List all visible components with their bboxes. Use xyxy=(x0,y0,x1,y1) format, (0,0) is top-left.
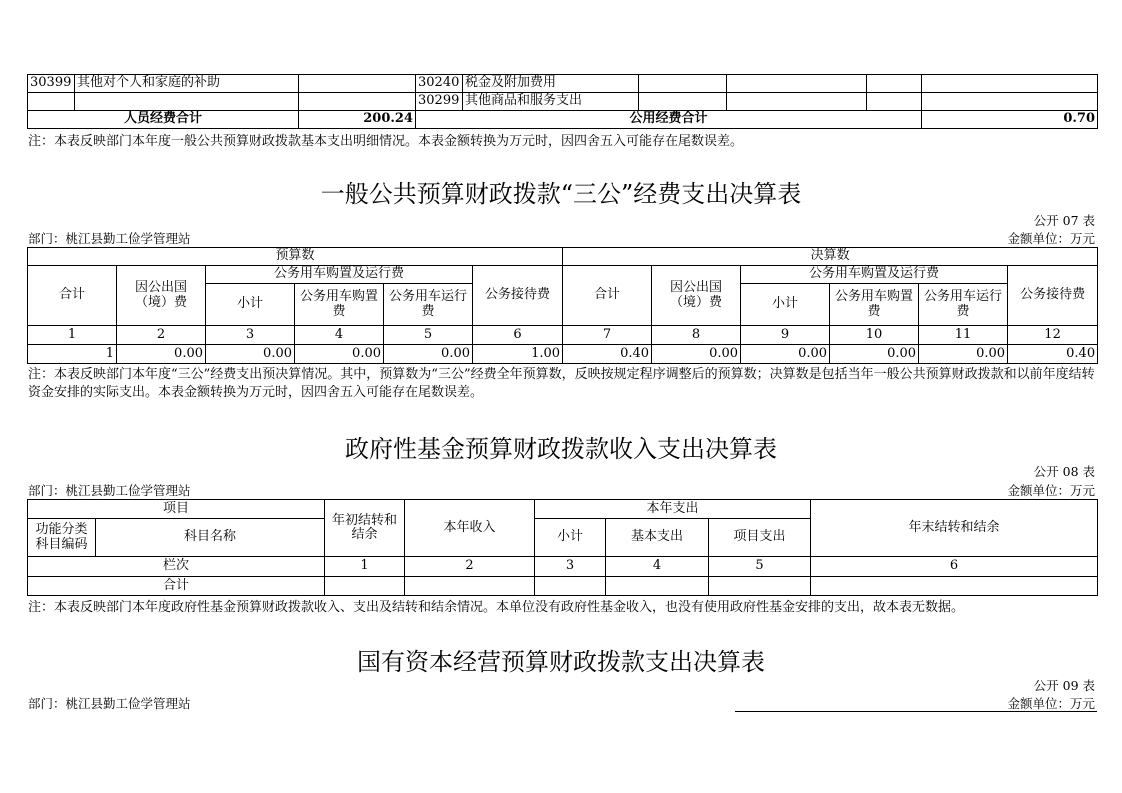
basic-expense-header: 基本支出 xyxy=(606,519,709,557)
total-header: 合计 xyxy=(28,266,117,326)
value-cell xyxy=(535,577,606,596)
public-total-value: 0.70 xyxy=(922,111,1098,129)
column-number-row xyxy=(28,326,1098,345)
column-number: 5 xyxy=(709,557,811,577)
column-number: 10 xyxy=(830,326,919,345)
subtotal-header: 小计 xyxy=(741,284,830,326)
value-cell: 0.00 xyxy=(741,345,830,364)
column-number: 3 xyxy=(535,557,606,577)
table-cell xyxy=(75,93,299,111)
table-cell xyxy=(867,93,922,111)
public-total-label: 公用经费合计 xyxy=(416,111,922,129)
gov-fund-table xyxy=(27,499,1098,596)
table-cell xyxy=(299,75,416,93)
column-number: 2 xyxy=(405,557,535,577)
table-cell xyxy=(922,93,1098,111)
column-number-row xyxy=(28,557,1098,577)
value-cell xyxy=(405,577,535,596)
t07-title: 一般公共预算财政拨款“三公”经费支出决算表 xyxy=(320,180,802,208)
header-row xyxy=(28,248,1098,266)
column-number: 6 xyxy=(473,326,563,345)
table-cell: 30240 xyxy=(416,75,463,93)
value-cell: 0.00 xyxy=(384,345,473,364)
value-cell xyxy=(709,577,811,596)
car-header: 公务用车购置及运行费 xyxy=(741,266,1008,284)
totals-row xyxy=(28,577,1098,596)
reception-header: 公务接待费 xyxy=(473,266,563,326)
t07-department: 部门：桃江县勤工俭学管理站 xyxy=(28,231,191,246)
car-run-header: 公务用车运行费 xyxy=(384,284,473,326)
personnel-total-value: 200.24 xyxy=(299,111,416,129)
end-balance-header: 年末结转和结余 xyxy=(811,500,1098,557)
table-cell xyxy=(639,93,727,111)
table-cell xyxy=(727,93,867,111)
table-cell: 30299 xyxy=(416,93,463,111)
basic-expense-note: 注：本表反映部门本年度一般公共预算财政拨款基本支出明细情况。本表金额转换为万元时，因四舍五入可能存在尾数误差。 xyxy=(28,134,744,149)
table-cell xyxy=(639,75,727,93)
column-label: 栏次 xyxy=(28,557,325,577)
column-number: 4 xyxy=(295,326,384,345)
value-cell: 0.00 xyxy=(919,345,1008,364)
t08-note: 注：本表反映部门本年度政府性基金预算财政拨款收入、支出及结转和结余情况。本单位没有政府性基金收入，也没有使用政府性基金安排的支出，故本表无数据。 xyxy=(28,600,965,615)
column-number: 2 xyxy=(117,326,206,345)
budget-header: 预算数 xyxy=(28,248,563,266)
column-number: 11 xyxy=(919,326,1008,345)
t08-department: 部门：桃江县勤工俭学管理站 xyxy=(28,483,191,498)
t07-note: 注：本表反映部门本年度“三公”经费支出预决算情况。其中，预算数为“三公”经费全年预算数，反映按规定程序调整后的预算数；决算数是包括当年一般公共预算财政拨款和以前年度结转资金安排的实际支出。本表金额转换为万元时，因四舍五入可能存在尾数误差。 xyxy=(28,367,1095,400)
value-cell: 0.40 xyxy=(1008,345,1098,364)
table-cell: 其他对个人和家庭的补助 xyxy=(75,75,299,93)
table-cell: 30399 xyxy=(28,75,75,93)
table-cell xyxy=(867,75,922,93)
final-header: 决算数 xyxy=(563,248,1098,266)
value-cell: 0.00 xyxy=(295,345,384,364)
t09-title: 国有资本经营预算财政拨款支出决算表 xyxy=(357,648,765,676)
column-number: 6 xyxy=(811,557,1098,577)
table-cell xyxy=(922,75,1098,93)
t07-unit: 金额单位：万元 xyxy=(1007,231,1095,246)
subtotal-header: 小计 xyxy=(535,519,606,557)
expense-header: 本年支出 xyxy=(535,500,811,519)
value-cell: 1.00 xyxy=(473,345,563,364)
column-number: 5 xyxy=(384,326,473,345)
value-cell: 0.00 xyxy=(652,345,741,364)
sum-label: 合计 xyxy=(28,577,325,596)
values-row xyxy=(28,345,1098,364)
value-cell: 1 xyxy=(28,345,117,364)
basic-expense-detail-table xyxy=(27,74,1098,129)
t08-unit: 金额单位：万元 xyxy=(1007,483,1095,498)
table-cell xyxy=(727,75,867,93)
t08-title: 政府性基金预算财政拨款收入支出决算表 xyxy=(345,435,777,463)
three-public-expense-table xyxy=(27,247,1098,364)
value-cell: 0.00 xyxy=(830,345,919,364)
column-number: 12 xyxy=(1008,326,1098,345)
table-cell xyxy=(28,93,75,111)
project-expense-header: 项目支出 xyxy=(709,519,811,557)
car-buy-header: 公务用车购置费 xyxy=(295,284,384,326)
t07-table-code: 公开 07 表 xyxy=(1033,213,1095,228)
value-cell xyxy=(325,577,405,596)
t08-table-code: 公开 08 表 xyxy=(1033,464,1095,479)
table-row xyxy=(28,75,1098,93)
table-row xyxy=(28,93,1098,111)
income-header: 本年收入 xyxy=(405,500,535,557)
column-number: 3 xyxy=(206,326,295,345)
begin-balance-header: 年初结转和结余 xyxy=(325,500,405,557)
value-cell: 0.00 xyxy=(117,345,206,364)
column-number: 4 xyxy=(606,557,709,577)
table-cell xyxy=(299,93,416,111)
reception-header: 公务接待费 xyxy=(1008,266,1098,326)
car-run-header: 公务用车运行费 xyxy=(919,284,1008,326)
personnel-total-label: 人员经费合计 xyxy=(28,111,299,129)
abroad-header: 因公出国（境）费 xyxy=(652,266,741,326)
car-header: 公务用车购置及运行费 xyxy=(206,266,473,284)
total-header: 合计 xyxy=(563,266,652,326)
header-row xyxy=(28,266,1098,284)
t09-department: 部门：桃江县勤工俭学管理站 xyxy=(28,696,191,711)
car-buy-header: 公务用车购置费 xyxy=(830,284,919,326)
subject-name-header: 科目名称 xyxy=(96,519,325,557)
t09-table-code: 公开 09 表 xyxy=(1033,678,1095,693)
abroad-header: 因公出国（境）费 xyxy=(117,266,206,326)
totals-row xyxy=(28,111,1098,129)
table-cell: 税金及附加费用 xyxy=(463,75,639,93)
value-cell xyxy=(811,577,1098,596)
t09-unit: 金额单位：万元 xyxy=(1007,696,1095,711)
column-number: 8 xyxy=(652,326,741,345)
header-row xyxy=(28,500,1098,519)
function-code-header: 功能分类科目编码 xyxy=(28,519,96,557)
value-cell xyxy=(606,577,709,596)
value-cell: 0.00 xyxy=(206,345,295,364)
column-number: 7 xyxy=(563,326,652,345)
value-cell: 0.40 xyxy=(563,345,652,364)
column-number: 1 xyxy=(325,557,405,577)
column-number: 1 xyxy=(28,326,117,345)
subtotal-header: 小计 xyxy=(206,284,295,326)
table-cell: 其他商品和服务支出 xyxy=(463,93,639,111)
divider-line xyxy=(735,711,1097,712)
item-header: 项目 xyxy=(28,500,325,519)
column-number: 9 xyxy=(741,326,830,345)
